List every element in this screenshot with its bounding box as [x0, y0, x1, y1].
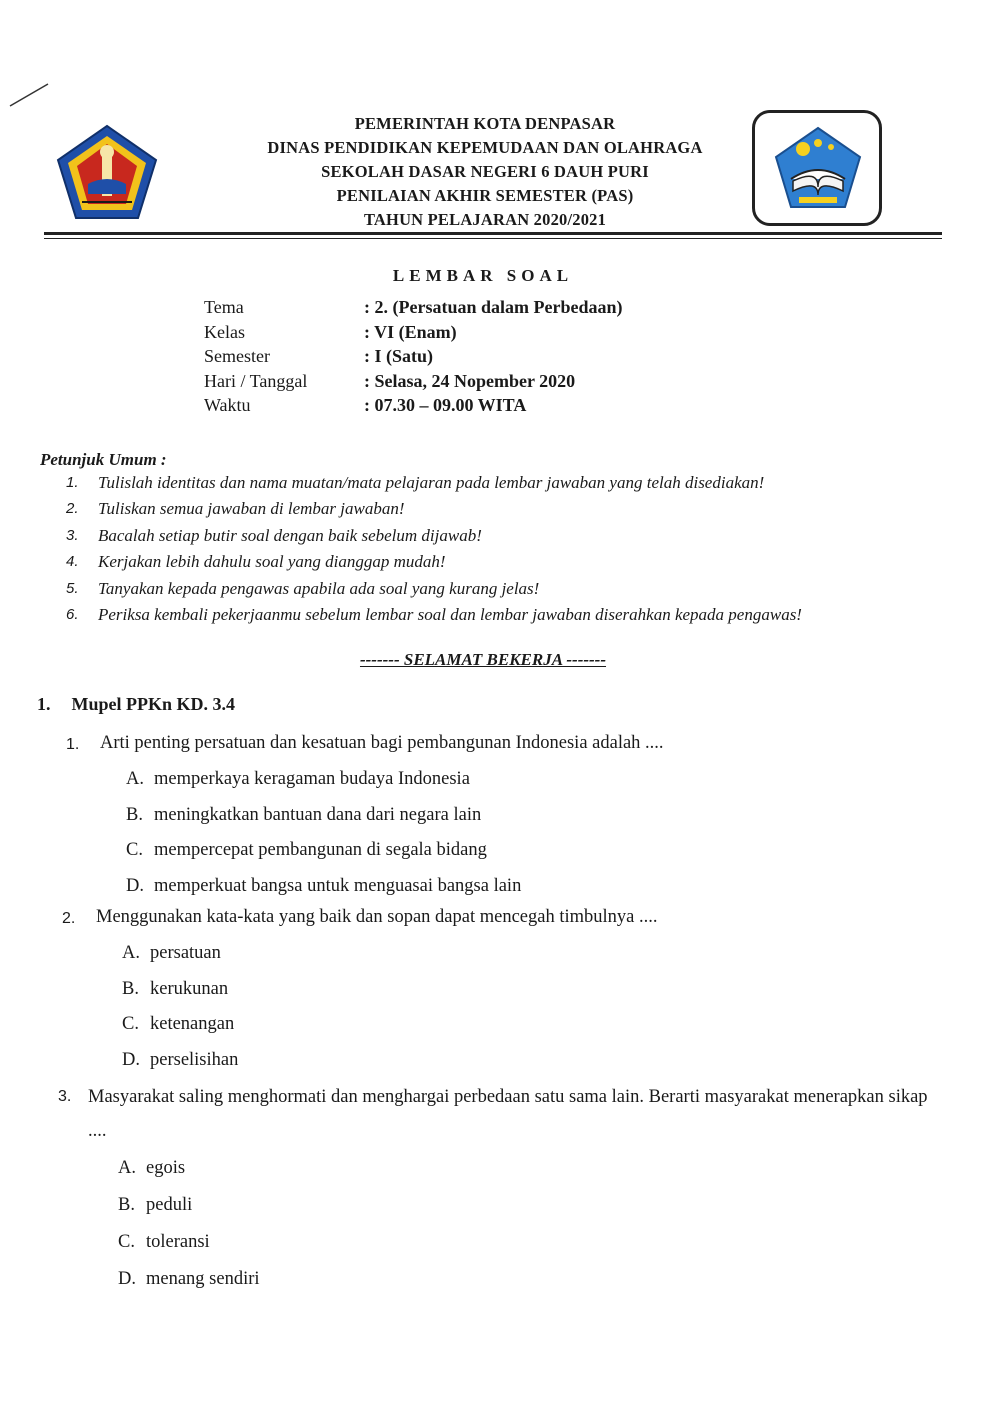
info-label: Semester — [204, 346, 270, 367]
info-value: : 07.30 – 09.00 WITA — [364, 395, 527, 416]
option-letter: D. — [118, 1269, 136, 1289]
instruction-text: Tanyakan kepada pengawas apabila ada soal yang kurang jelas! — [98, 578, 540, 598]
option-text: perselisihan — [150, 1049, 239, 1070]
answer-option — [118, 1150, 928, 1187]
question-number: 3. — [58, 1088, 72, 1105]
info-label: Hari / Tanggal — [204, 370, 308, 391]
denpasar-crest-icon — [52, 122, 162, 222]
instruction-item — [66, 549, 802, 575]
option-text: kerukunan — [150, 978, 229, 999]
instruction-item — [66, 602, 802, 628]
letterhead-line: PEMERINTAH KOTA DENPASAR — [354, 114, 616, 133]
option-letter: A. — [118, 1158, 136, 1178]
question — [58, 1080, 928, 1298]
section-number: 1. — [37, 694, 51, 714]
instructions-list — [66, 470, 802, 628]
question — [62, 902, 916, 1078]
instruction-item — [66, 523, 802, 549]
question-number: 2. — [62, 910, 76, 927]
instruction-number: 5. — [66, 579, 79, 597]
question — [66, 728, 920, 904]
option-text: peduli — [146, 1195, 193, 1215]
option-letter: C. — [118, 1232, 135, 1252]
question-stem — [66, 728, 920, 760]
option-text: persatuan — [150, 943, 221, 963]
option-letter: A. — [122, 943, 140, 963]
option-text: menang sendiri — [146, 1269, 260, 1289]
option-text: mempercepat pembangunan di segala bidang — [154, 840, 487, 860]
answer-option — [126, 762, 920, 798]
answer-option — [122, 1043, 916, 1079]
instruction-number: 1. — [66, 474, 79, 491]
instruction-number: 2. — [66, 500, 79, 518]
info-value: : I (Satu) — [364, 346, 434, 367]
info-row — [204, 295, 622, 320]
answer-option — [118, 1187, 928, 1224]
option-text: egois — [146, 1158, 186, 1178]
info-label: Kelas — [204, 321, 245, 342]
question-stem — [62, 902, 916, 934]
instruction-number: 4. — [66, 553, 79, 571]
instructions-title: Petunjuk Umum : — [40, 450, 167, 469]
letterhead-line: TAHUN PELAJARAN 2020/2021 — [363, 210, 607, 229]
answer-option — [118, 1224, 928, 1261]
option-letter: C. — [126, 840, 143, 860]
question-stem — [58, 1080, 928, 1148]
info-value: : VI (Enam) — [364, 321, 457, 342]
answer-option — [126, 798, 920, 834]
good-luck-banner — [0, 650, 966, 670]
letterhead-divider — [44, 232, 942, 235]
letterhead-line: PENILAIAN AKHIR SEMESTER (PAS) — [336, 186, 634, 205]
option-text: meningkatkan bantuan dana dari negara lain — [154, 804, 482, 825]
instruction-text: Tuliskan semua jawaban di lembar jawaban! — [98, 499, 405, 519]
option-letter: C. — [122, 1014, 139, 1034]
info-label: Waktu — [204, 395, 251, 416]
section-title: Mupel PPKn KD. 3.4 — [71, 694, 236, 714]
answer-option — [126, 869, 920, 905]
school-emblem-frame — [752, 110, 882, 226]
instruction-text: Tulislah identitas dan nama muatan/mata pelajaran pada lembar jawaban yang telah disediakan! — [98, 473, 765, 492]
instruction-item — [66, 496, 802, 522]
option-text: memperkaya keragaman budaya Indonesia — [154, 769, 470, 789]
instruction-number: 6. — [66, 605, 79, 623]
answer-option — [122, 972, 916, 1008]
question-text: Menggunakan kata-kata yang baik dan sopan dapat mencegah timbulnya .... — [96, 907, 658, 927]
option-letter: B. — [126, 804, 143, 825]
option-list — [126, 762, 920, 904]
info-row — [204, 320, 622, 345]
answer-option — [126, 833, 920, 869]
option-text: toleransi — [146, 1232, 210, 1252]
option-letter: B. — [118, 1195, 135, 1215]
letterhead-line: SEKOLAH DASAR NEGERI 6 DAUH PURI — [321, 162, 649, 181]
instruction-text: Periksa kembali pekerjaanmu sebelum lembar soal dan lembar jawaban diserahkan kepada pengawas! — [98, 604, 802, 624]
option-list — [122, 936, 916, 1078]
option-text: ketenangan — [150, 1014, 235, 1034]
letterhead — [215, 112, 755, 232]
option-text: memperkuat bangsa untuk menguasai bangsa lain — [154, 875, 522, 896]
info-row — [204, 344, 622, 369]
question-text: Arti penting persatuan dan kesatuan bagi pembangunan Indonesia adalah .... — [100, 733, 664, 753]
option-letter: A. — [126, 769, 144, 789]
pen-stroke-mark — [8, 80, 52, 110]
letterhead-divider-thin — [44, 238, 942, 239]
instruction-number: 3. — [66, 526, 79, 544]
info-row — [204, 393, 622, 418]
option-letter: D. — [126, 875, 144, 896]
option-letter: D. — [122, 1049, 140, 1070]
letterhead-line: DINAS PENDIDIKAN KEPEMUDAAN DAN OLAHRAGA — [267, 138, 703, 157]
instruction-text: Kerjakan lebih dahulu soal yang dianggap mudah! — [98, 552, 446, 572]
info-value: : Selasa, 24 Nopember 2020 — [364, 370, 576, 391]
info-value: : 2. (Persatuan dalam Perbedaan) — [364, 297, 623, 317]
answer-option — [122, 1007, 916, 1043]
answer-option — [118, 1261, 928, 1298]
question-text: Masyarakat saling menghormati dan menghargai perbedaan satu sama lain. Berarti masyarakat menerapkan sikap .... — [88, 1087, 928, 1141]
exam-info — [204, 295, 622, 418]
instruction-item — [66, 470, 802, 496]
option-list — [118, 1150, 928, 1298]
option-letter: B. — [122, 978, 139, 999]
good-luck-text: ------- SELAMAT BEKERJA ------- — [359, 650, 607, 669]
answer-option — [122, 936, 916, 972]
section-heading — [37, 694, 235, 715]
instruction-item — [66, 576, 802, 602]
info-label: Tema — [204, 297, 244, 317]
sheet-title: LEMBAR SOAL — [392, 266, 574, 285]
school-emblem-icon — [773, 125, 863, 211]
question-number: 1. — [66, 736, 80, 753]
instruction-text: Bacalah setiap butir soal dengan baik sebelum dijawab! — [98, 525, 482, 545]
info-row — [204, 369, 622, 394]
